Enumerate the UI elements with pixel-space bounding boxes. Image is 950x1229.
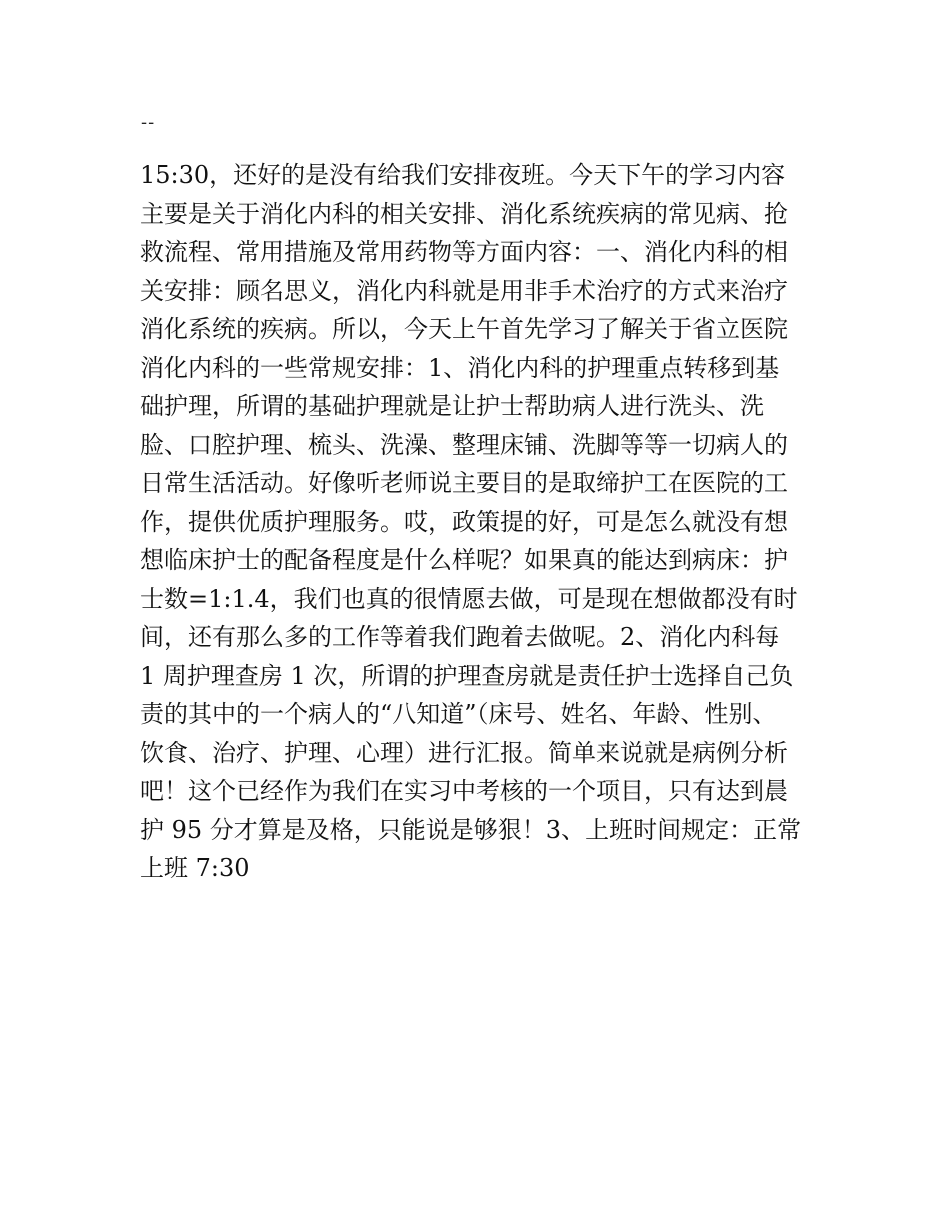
body-text: [140, 156, 820, 888]
text-line: 消化内科的一些常规安排：1、消化内科的护理重点转移到基: [140, 353, 780, 382]
text-line: 15:30，还好的是没有给我们安排夜班。今天下午的学习内容: [140, 161, 786, 189]
text-line: 间，还有那么多的工作等着我们跑着去做呢。2、消化内科每: [140, 623, 780, 651]
text-line: 主要是关于消化内科的相关安排、消化系统疾病的常见病、抢: [140, 199, 788, 228]
text-line: 士数=1:1.4，我们也真的很情愿去做，可是现在想做都没有时: [140, 584, 798, 613]
text-line: 消化系统的疾病。所以，今天上午首先学习了解关于省立医院: [140, 315, 788, 343]
text-line: 日常生活活动。好像听老师说主要目的是取缔护工在医院的工: [140, 469, 788, 497]
text-line: 上班 7:30: [140, 854, 250, 882]
text-line: 救流程、常用措施及常用药物等方面内容：一、消化内科的相: [140, 238, 788, 266]
text-line: 护 95 分才算是及格，只能说是够狠！3、上班时间规定：正常: [140, 815, 802, 844]
text-line: 1 周护理查房 1 次，所谓的护理查房就是责任护士选择自己负: [140, 661, 794, 690]
text-line: 责的其中的一个病人的“八知道”（床号、姓名、年龄、性别、: [140, 700, 777, 728]
text-line: 作，提供优质护理服务。哎，政策提的好，可是怎么就没有想: [140, 507, 788, 536]
text-line: 础护理，所谓的基础护理就是让护士帮助病人进行洗头、洗: [140, 392, 764, 420]
text-line: 饮食、治疗、护理、心理）进行汇报。简单来说就是病例分析: [140, 738, 788, 767]
text-line: 关安排：顾名思义，消化内科就是用非手术治疗的方式来治疗: [140, 276, 788, 305]
text-line: 吧！这个已经作为我们在实习中考核的一个项目，只有达到晨: [140, 777, 788, 805]
header-mark: --: [141, 112, 156, 133]
text-line: 想临床护士的配备程度是什么样呢？如果真的能达到病床：护: [140, 546, 788, 574]
text-line: 脸、口腔护理、梳头、洗澡、整理床铺、洗脚等等一切病人的: [140, 430, 788, 459]
